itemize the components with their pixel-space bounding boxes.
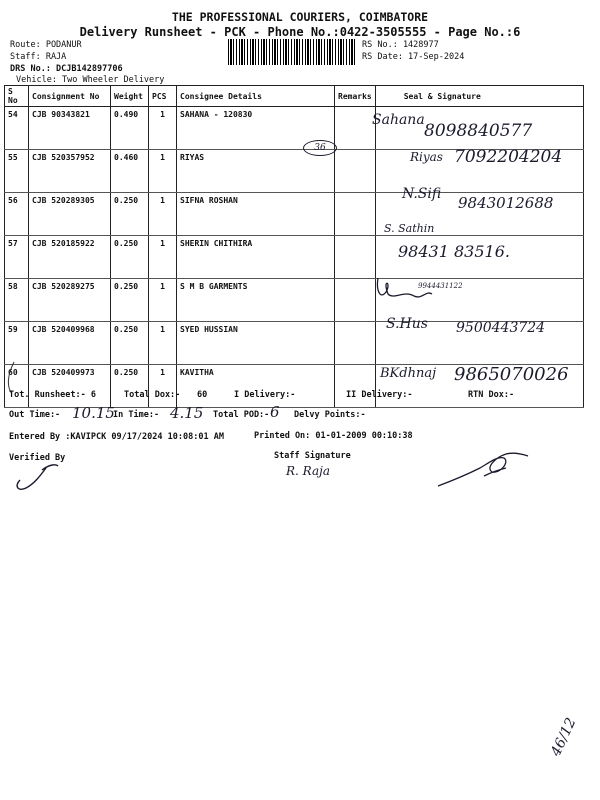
cell-weight: 0.250: [111, 236, 149, 279]
rtn-dox: RTN Dox:-: [468, 390, 515, 400]
staff-label: Staff: RAJA: [10, 52, 67, 62]
total-pod-label: Total POD:-: [213, 410, 270, 420]
cell-consignment: CJB 90343821: [29, 107, 111, 150]
page-mark: 46/12: [548, 715, 580, 759]
cell-remarks: [335, 236, 376, 279]
col-consignee: Consignee Details: [177, 86, 335, 107]
cell-sno: 55: [5, 150, 29, 193]
route-label: Route: PODANUR: [10, 40, 82, 50]
total-dox-label: Total Dox:-: [124, 390, 181, 400]
in-time-value: 4.15: [170, 404, 204, 422]
cell-pcs: 1: [149, 322, 177, 365]
table-row: [5, 279, 584, 322]
cell-consignee: SYED HUSSIAN: [177, 322, 335, 365]
cell-consignment: CJB 520289305: [29, 193, 111, 236]
cell-remarks: [335, 322, 376, 365]
cell-consignee: RIYAS: [177, 150, 335, 193]
cell-pcs: 1: [149, 107, 177, 150]
cell-sno: 59: [5, 322, 29, 365]
cell-remarks: [335, 150, 376, 193]
ii-delivery: II Delivery:-: [346, 390, 413, 400]
vehicle-label: Vehicle: Two Wheeler Delivery: [16, 75, 165, 85]
cell-pcs: 1: [149, 150, 177, 193]
out-time-label: Out Time:-: [9, 410, 61, 420]
tot-runsheet: Tot. Runsheet:- 6: [9, 390, 96, 400]
handwritten-phone: 7092204204: [454, 147, 563, 167]
cell-weight: 0.460: [111, 150, 149, 193]
total-dox-value: 60: [197, 390, 208, 400]
drs-number: DRS No.: DCJB142897706: [10, 64, 123, 74]
col-remarks: Remarks: [335, 86, 376, 107]
handwritten-signature: Sahana: [372, 112, 425, 128]
cell-consignment: CJB 520409973: [29, 365, 111, 408]
entered-by: Entered By :KAVIPCK 09/17/2024 10:08:01 AM: [9, 432, 224, 442]
handwritten-phone: 9500443724: [456, 320, 546, 336]
verifier-signature: [12, 458, 70, 494]
cell-consignee: S M B GARMENTS: [177, 279, 335, 322]
cell-consignee: SAHANA - 120830: [177, 107, 335, 150]
handwritten-phone: 9865070026: [454, 364, 569, 385]
handwritten-phone: 8098840577: [424, 121, 533, 141]
handwritten-signature: N.Sifi: [402, 186, 442, 202]
col-pcs: PCS: [149, 86, 177, 107]
cell-weight: 0.250: [111, 365, 149, 408]
handwritten-phone: 98431 83516.: [398, 242, 510, 261]
cell-weight: 0.250: [111, 322, 149, 365]
cell-remarks: [335, 365, 376, 408]
cell-sno: 58: [5, 279, 29, 322]
cell-pcs: 1: [149, 365, 177, 408]
total-pod-value: 6: [270, 403, 280, 421]
rs-date: RS Date: 17-Sep-2024: [362, 52, 465, 62]
cell-sno: 57: [5, 236, 29, 279]
cell-sno: 56: [5, 193, 29, 236]
cell-consignee: KAVITHA: [177, 365, 335, 408]
document-title: THE PROFESSIONAL COURIERS, COIMBATORE: [171, 10, 429, 24]
handwritten-signature: Riyas: [410, 150, 443, 164]
cell-consignment: CJB 520409968: [29, 322, 111, 365]
cell-weight: 0.490: [111, 107, 149, 150]
cell-remarks: [335, 279, 376, 322]
cell-sno: 54: [5, 107, 29, 150]
col-seal-signature: Seal & Signature: [375, 86, 583, 107]
circled-note: 36: [303, 140, 337, 156]
runsheet-subtitle: Delivery Runsheet - PCK - Phone No.:0422-3505555 - Page No.:6: [79, 25, 521, 39]
cell-weight: 0.250: [111, 193, 149, 236]
printed-on: Printed On: 01-01-2009 00:10:38: [254, 431, 413, 441]
handwritten-signature: S.Hus: [386, 316, 428, 332]
cell-consignee: SIFNA ROSHAN: [177, 193, 335, 236]
col-consignment: Consignment No: [29, 86, 111, 107]
cell-consignment: CJB 520357952: [29, 150, 111, 193]
handwritten-signature: S. Sathin: [384, 222, 435, 235]
staff-signature-scribble: [434, 446, 534, 492]
staff-signed-name: R. Raja: [286, 464, 331, 478]
cell-remarks: [335, 107, 376, 150]
cell-pcs: 1: [149, 193, 177, 236]
cell-consignee: SHERIN CHITHIRA: [177, 236, 335, 279]
table-header-row: [5, 86, 584, 107]
barcode: [228, 39, 356, 65]
in-time-label: In Time:-: [113, 410, 160, 420]
out-time-value: 10.15: [72, 404, 115, 422]
delvy-points: Delvy Points:-: [294, 410, 366, 420]
col-sno: S No: [5, 86, 29, 107]
cell-sno: 60: [5, 365, 29, 408]
cell-remarks: [335, 193, 376, 236]
verified-by-label: Verified By: [9, 453, 66, 463]
handwritten-phone: 9944431122: [418, 282, 463, 290]
cell-consignment: CJB 520289275: [29, 279, 111, 322]
cell-weight: 0.250: [111, 279, 149, 322]
cell-pcs: 1: [149, 236, 177, 279]
rs-number: RS No.: 1428977: [362, 40, 439, 50]
cell-consignment: CJB 520185922: [29, 236, 111, 279]
signature-scribble: [374, 270, 434, 304]
handwritten-phone: 9843012688: [458, 194, 554, 212]
i-delivery: I Delivery:-: [234, 390, 296, 400]
cell-pcs: 1: [149, 279, 177, 322]
handwritten-signature: BKdhnaj: [380, 366, 437, 381]
staff-signature-label: Staff Signature: [274, 451, 351, 461]
col-weight: Weight: [111, 86, 149, 107]
